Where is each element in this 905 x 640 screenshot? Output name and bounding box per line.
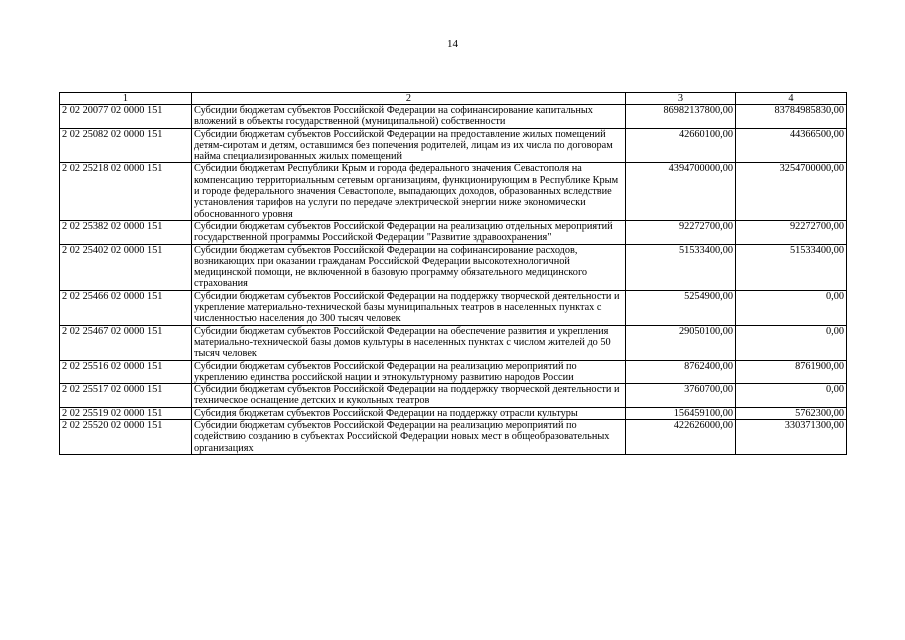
description: Субсидия бюджетам субъектов Российской Федерации на поддержку отрасли культуры	[192, 407, 626, 419]
amount-col4: 0,00	[736, 325, 847, 360]
table-row	[60, 244, 847, 290]
description: Субсидии бюджетам субъектов Российской Федерации на реализацию мероприятий по содействию созданию в субъектах Российской Федерации новых мест в общеобразовательных организациях	[192, 420, 626, 455]
description: Субсидии бюджетам субъектов Российской Федерации на софинансирование капитальных вложений в объекты государственной (муниципальной) собственности	[192, 105, 626, 129]
budget-code: 2 02 25520 02 0000 151	[60, 420, 192, 455]
amount-col4: 0,00	[736, 290, 847, 325]
description: Субсидии бюджетам субъектов Российской Федерации на поддержку творческой деятельности и техническое оснащение детских и кукольных театров	[192, 384, 626, 408]
budget-code: 2 02 25466 02 0000 151	[60, 290, 192, 325]
amount-col4: 3254700000,00	[736, 163, 847, 220]
budget-code: 2 02 25517 02 0000 151	[60, 384, 192, 408]
table-row	[60, 325, 847, 360]
table-row	[60, 220, 847, 244]
amount-col4: 0,00	[736, 384, 847, 408]
table-row	[60, 420, 847, 455]
amount-col3: 29050100,00	[626, 325, 736, 360]
table-row	[60, 128, 847, 163]
amount-col4: 83784985830,00	[736, 105, 847, 129]
table-row	[60, 384, 847, 408]
amount-col3: 8762400,00	[626, 360, 736, 384]
budget-code: 2 02 20077 02 0000 151	[60, 105, 192, 129]
amount-col4: 44366500,00	[736, 128, 847, 163]
budget-table	[59, 92, 847, 455]
amount-col3: 86982137800,00	[626, 105, 736, 129]
column-header-4: 4	[736, 93, 847, 105]
description: Субсидии бюджетам субъектов Российской Федерации на поддержку творческой деятельности и укрепление материально-технической базы муниципальных театров в населенных пунктах с численностью населения до 300 тысяч человек	[192, 290, 626, 325]
page-number: 14	[447, 38, 458, 50]
budget-code: 2 02 25218 02 0000 151	[60, 163, 192, 220]
column-header-1: 1	[60, 93, 192, 105]
description: Субсидии бюджетам субъектов Российской Федерации на реализацию отдельных мероприятий государственной программы Российской Федерации "Развитие здравоохранения"	[192, 220, 626, 244]
table-row	[60, 407, 847, 419]
budget-code: 2 02 25519 02 0000 151	[60, 407, 192, 419]
table-header-row	[60, 93, 847, 105]
description: Субсидии бюджетам субъектов Российской Федерации на реализацию мероприятий по укреплению единства российской нации и этнокультурному развитию народов России	[192, 360, 626, 384]
description: Субсидии бюджетам Республики Крым и города федерального значения Севастополя на компенсацию территориальным сетевым организациям, функционирующим в Республике Крым и городе федерального значения Севастополе, выпадающих доходов, образованных вследствие установления тарифов на услуги по передаче электрической энергии ниже экономически обоснованного уровня	[192, 163, 626, 220]
amount-col3: 4394700000,00	[626, 163, 736, 220]
amount-col4: 5762300,00	[736, 407, 847, 419]
budget-code: 2 02 25516 02 0000 151	[60, 360, 192, 384]
table-row	[60, 360, 847, 384]
amount-col3: 156459100,00	[626, 407, 736, 419]
description: Субсидии бюджетам субъектов Российской Федерации на обеспечение развития и укрепления материально-технической базы домов культуры в населенных пунктах с числом жителей до 50 тысяч человек	[192, 325, 626, 360]
budget-code: 2 02 25467 02 0000 151	[60, 325, 192, 360]
amount-col4: 51533400,00	[736, 244, 847, 290]
column-header-3: 3	[626, 93, 736, 105]
description: Субсидии бюджетам субъектов Российской Федерации на предоставление жилых помещений детям-сиротам и детям, оставшимся без попечения родителей, лицам из их числа по договорам найма специализированных жилых помещений	[192, 128, 626, 163]
amount-col3: 3760700,00	[626, 384, 736, 408]
amount-col3: 92272700,00	[626, 220, 736, 244]
amount-col4: 92272700,00	[736, 220, 847, 244]
amount-col3: 5254900,00	[626, 290, 736, 325]
table-row	[60, 105, 847, 129]
amount-col4: 330371300,00	[736, 420, 847, 455]
amount-col4: 8761900,00	[736, 360, 847, 384]
column-header-2: 2	[192, 93, 626, 105]
amount-col3: 51533400,00	[626, 244, 736, 290]
description: Субсидии бюджетам субъектов Российской Федерации на софинансирование расходов, возникающих при оказании гражданам Российской Федерации высокотехнологичной медицинской помощи, не включенной в базовую программу обязательного медицинского страхования	[192, 244, 626, 290]
budget-code: 2 02 25382 02 0000 151	[60, 220, 192, 244]
amount-col3: 422626000,00	[626, 420, 736, 455]
table-row	[60, 163, 847, 220]
budget-code: 2 02 25082 02 0000 151	[60, 128, 192, 163]
budget-code: 2 02 25402 02 0000 151	[60, 244, 192, 290]
table-row	[60, 290, 847, 325]
amount-col3: 42660100,00	[626, 128, 736, 163]
